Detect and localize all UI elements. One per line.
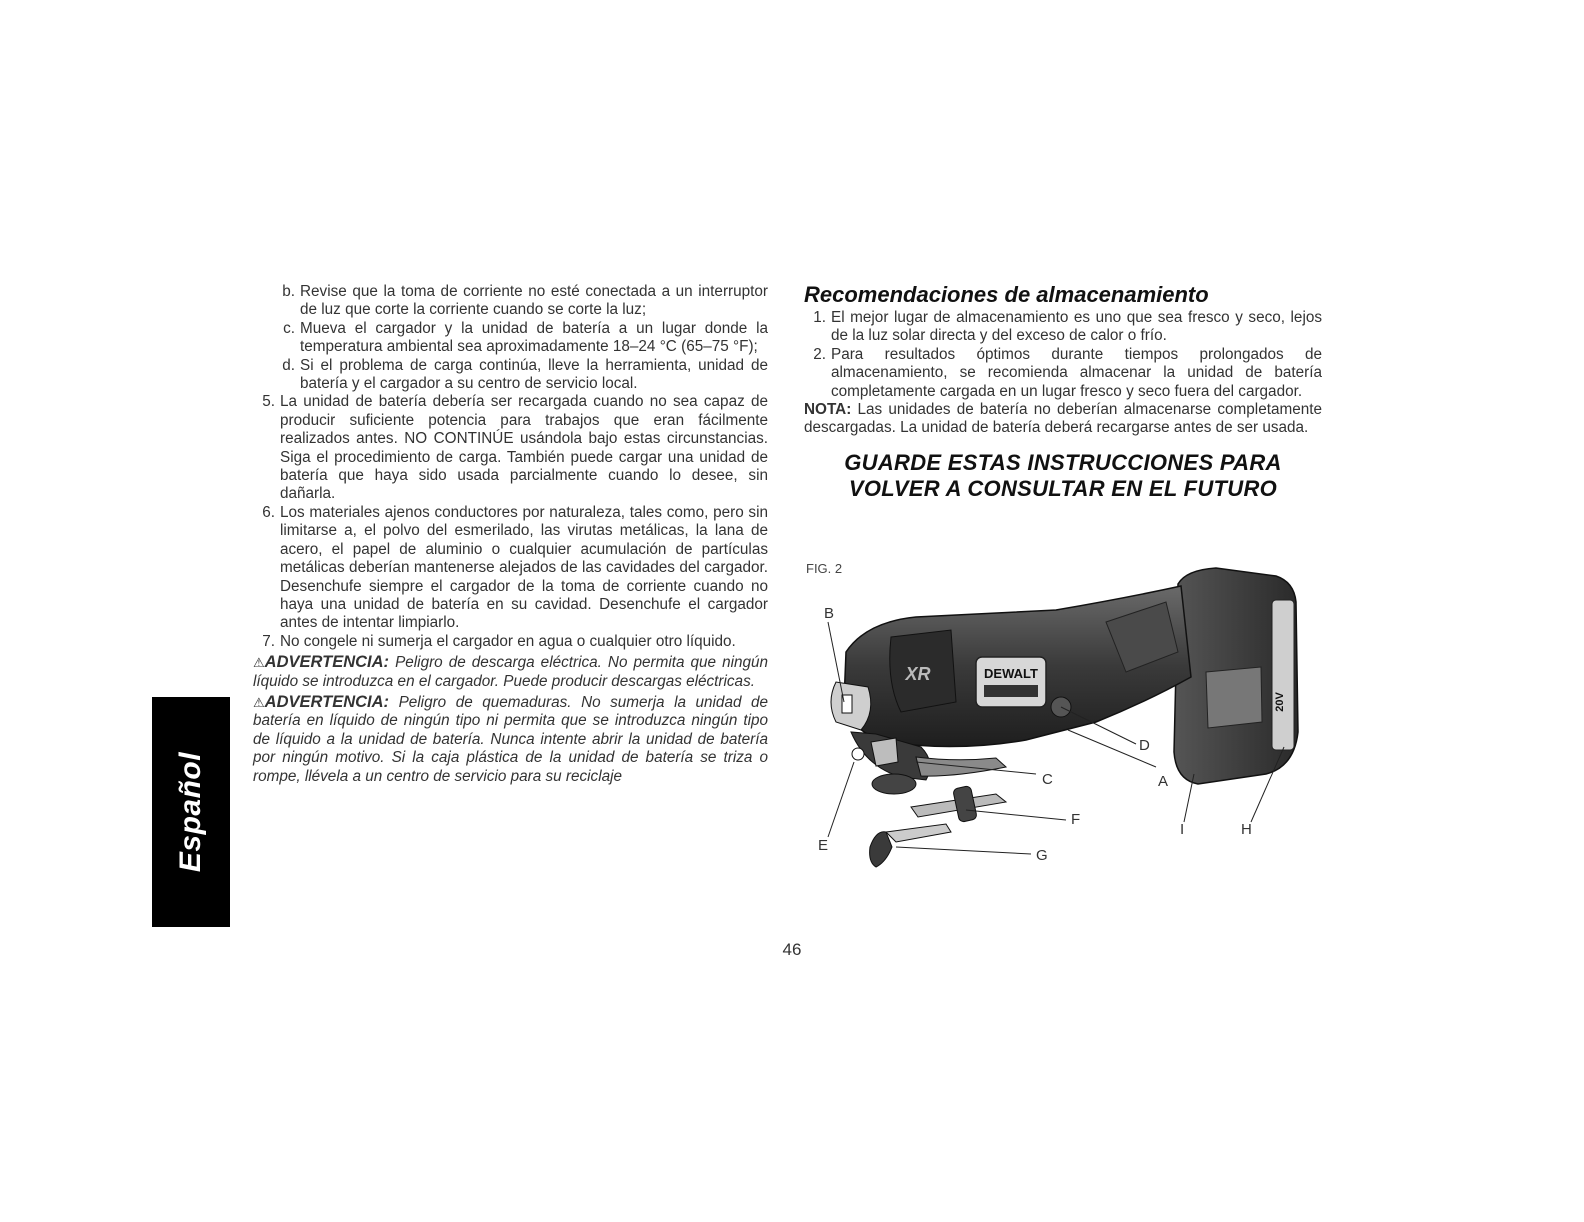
save-instructions-heading — [804, 450, 1322, 502]
list-item — [804, 309, 1322, 346]
battery-pack — [1174, 568, 1298, 784]
callout-f: F — [1071, 811, 1081, 828]
callout-h: H — [1241, 821, 1252, 838]
page-number: 46 — [782, 940, 802, 959]
list-text: Para resultados óptimos durante tiempos prolongados de almacenamiento, se recomienda almacenar la unidad de batería completamente cargada en un lugar fresco y seco fuera del cargador. — [831, 345, 1322, 400]
battery-20v-badge: 20V — [1274, 692, 1286, 712]
list-item — [253, 393, 768, 503]
list-marker: 7. — [262, 632, 275, 650]
warning-triangle-icon: ⚠ — [253, 655, 265, 671]
list-text: Los materiales ajenos conductores por naturaleza, tales como, pero sin limitarse a, el polvo del esmerilado, las virutas metálicas, la lana de acero, el papel de aluminio o cualquier acumulación de partículas metálicas deberían mantenerse alejados de las cavidades del cargador. Desenchufe siempre el cargador de la toma de corriente cuando no haya una unidad de batería en su cavidad. Desenchufe el cargador antes de intentar limpiarlo. — [280, 503, 768, 632]
figure-label: FIG. 2 — [806, 561, 843, 576]
save-line-1: GUARDE ESTAS INSTRUCCIONES PARA — [844, 449, 1282, 475]
warning-block — [253, 653, 768, 691]
note-text: Las unidades de batería no deberían almacenarse completamente descargadas. La unidad de batería deberá recargarse antes de ser usada. — [804, 401, 1322, 437]
warning-text: Peligro de quemaduras. No sumerja la unidad de batería en líquido de ningún tipo ni permita que se introduzca ningún tipo de líquido a la unidad de batería. Nunca intente abrir la unidad de batería por ningún motivo. Si la caja plástica de la unidad de batería se triza o rompe, llévela a un centro de servicio para su reciclaje — [253, 693, 769, 785]
callout-i: I — [1180, 821, 1185, 838]
warning-label: ADVERTENCIA: — [264, 692, 390, 711]
list-text: Revise que la toma de corriente no esté conectada a un interruptor de luz que corte la corriente cuando se corte la luz; — [300, 283, 768, 319]
callout-d: D — [1139, 737, 1150, 754]
list-marker: 2. — [813, 345, 826, 363]
list-marker: b. — [282, 283, 295, 300]
list-text: El mejor lugar de almacenamiento es uno que sea fresco y seco, lejos de la luz solar directa y del exceso de calor o frío. — [831, 309, 1322, 345]
list-marker: c. — [283, 319, 295, 337]
accessory-wrench — [870, 786, 1006, 867]
list-marker: d. — [282, 356, 295, 374]
callout-a: A — [1158, 773, 1169, 790]
callout-g: G — [1036, 847, 1048, 864]
xr-badge: XR — [905, 664, 931, 684]
side-language-tab — [152, 697, 230, 927]
section-heading: Recomendaciones de almacenamiento — [804, 282, 1209, 307]
list-item — [253, 504, 768, 633]
note-paragraph — [804, 401, 1322, 438]
list-marker: 5. — [262, 393, 275, 411]
list-marker: 1. — [813, 309, 826, 326]
list-marker: 6. — [262, 503, 275, 521]
right-column — [804, 283, 1322, 502]
warning-label: ADVERTENCIA: — [264, 653, 390, 672]
list-item — [253, 357, 768, 394]
side-tab-label: Español — [174, 751, 207, 873]
list-text: La unidad de batería debería ser recargada cuando no sea capaz de producir suficiente potencia para trabajos que eran fácilmente realizados antes. NO CONTINÚE usándola bajo estas circunstancias. Siga el procedimiento de carga. También puede cargar una unidad de batería que haya sido usada parcialmente cuando lo desee, sin dañarla. — [280, 393, 768, 503]
warning-triangle-icon: ⚠ — [253, 694, 265, 710]
list-item — [804, 346, 1322, 401]
list-text: No congele ni sumerja el cargador en agua o cualquier otro líquido. — [280, 632, 736, 650]
callout-b: B — [824, 605, 835, 622]
oscillating-tool-figure — [806, 562, 1326, 882]
callout-c: C — [1042, 771, 1053, 788]
tool-body — [844, 586, 1191, 747]
list-item — [253, 633, 768, 651]
left-column — [253, 283, 768, 786]
callout-e: E — [818, 837, 829, 854]
note-label: NOTA: — [804, 401, 852, 419]
list-text: Si el problema de carga continúa, lleve la herramienta, unidad de batería y el cargador a su centro de servicio local. — [300, 356, 768, 393]
list-item — [253, 320, 768, 357]
dewalt-logo: DEWALT — [984, 666, 1038, 681]
list-item — [253, 283, 768, 320]
save-line-2: VOLVER A CONSULTAR EN EL FUTURO — [848, 475, 1278, 501]
warning-text: Peligro de descarga eléctrica. No permita que ningún líquido se introduzca en el cargador. Puede producir descargas eléctricas. — [253, 654, 769, 690]
list-text: Mueva el cargador y la unidad de batería a un lugar donde la temperatura ambiental sea aproximadamente 18–24 °C (65–75 °F); — [300, 319, 768, 356]
warning-block — [253, 693, 768, 786]
